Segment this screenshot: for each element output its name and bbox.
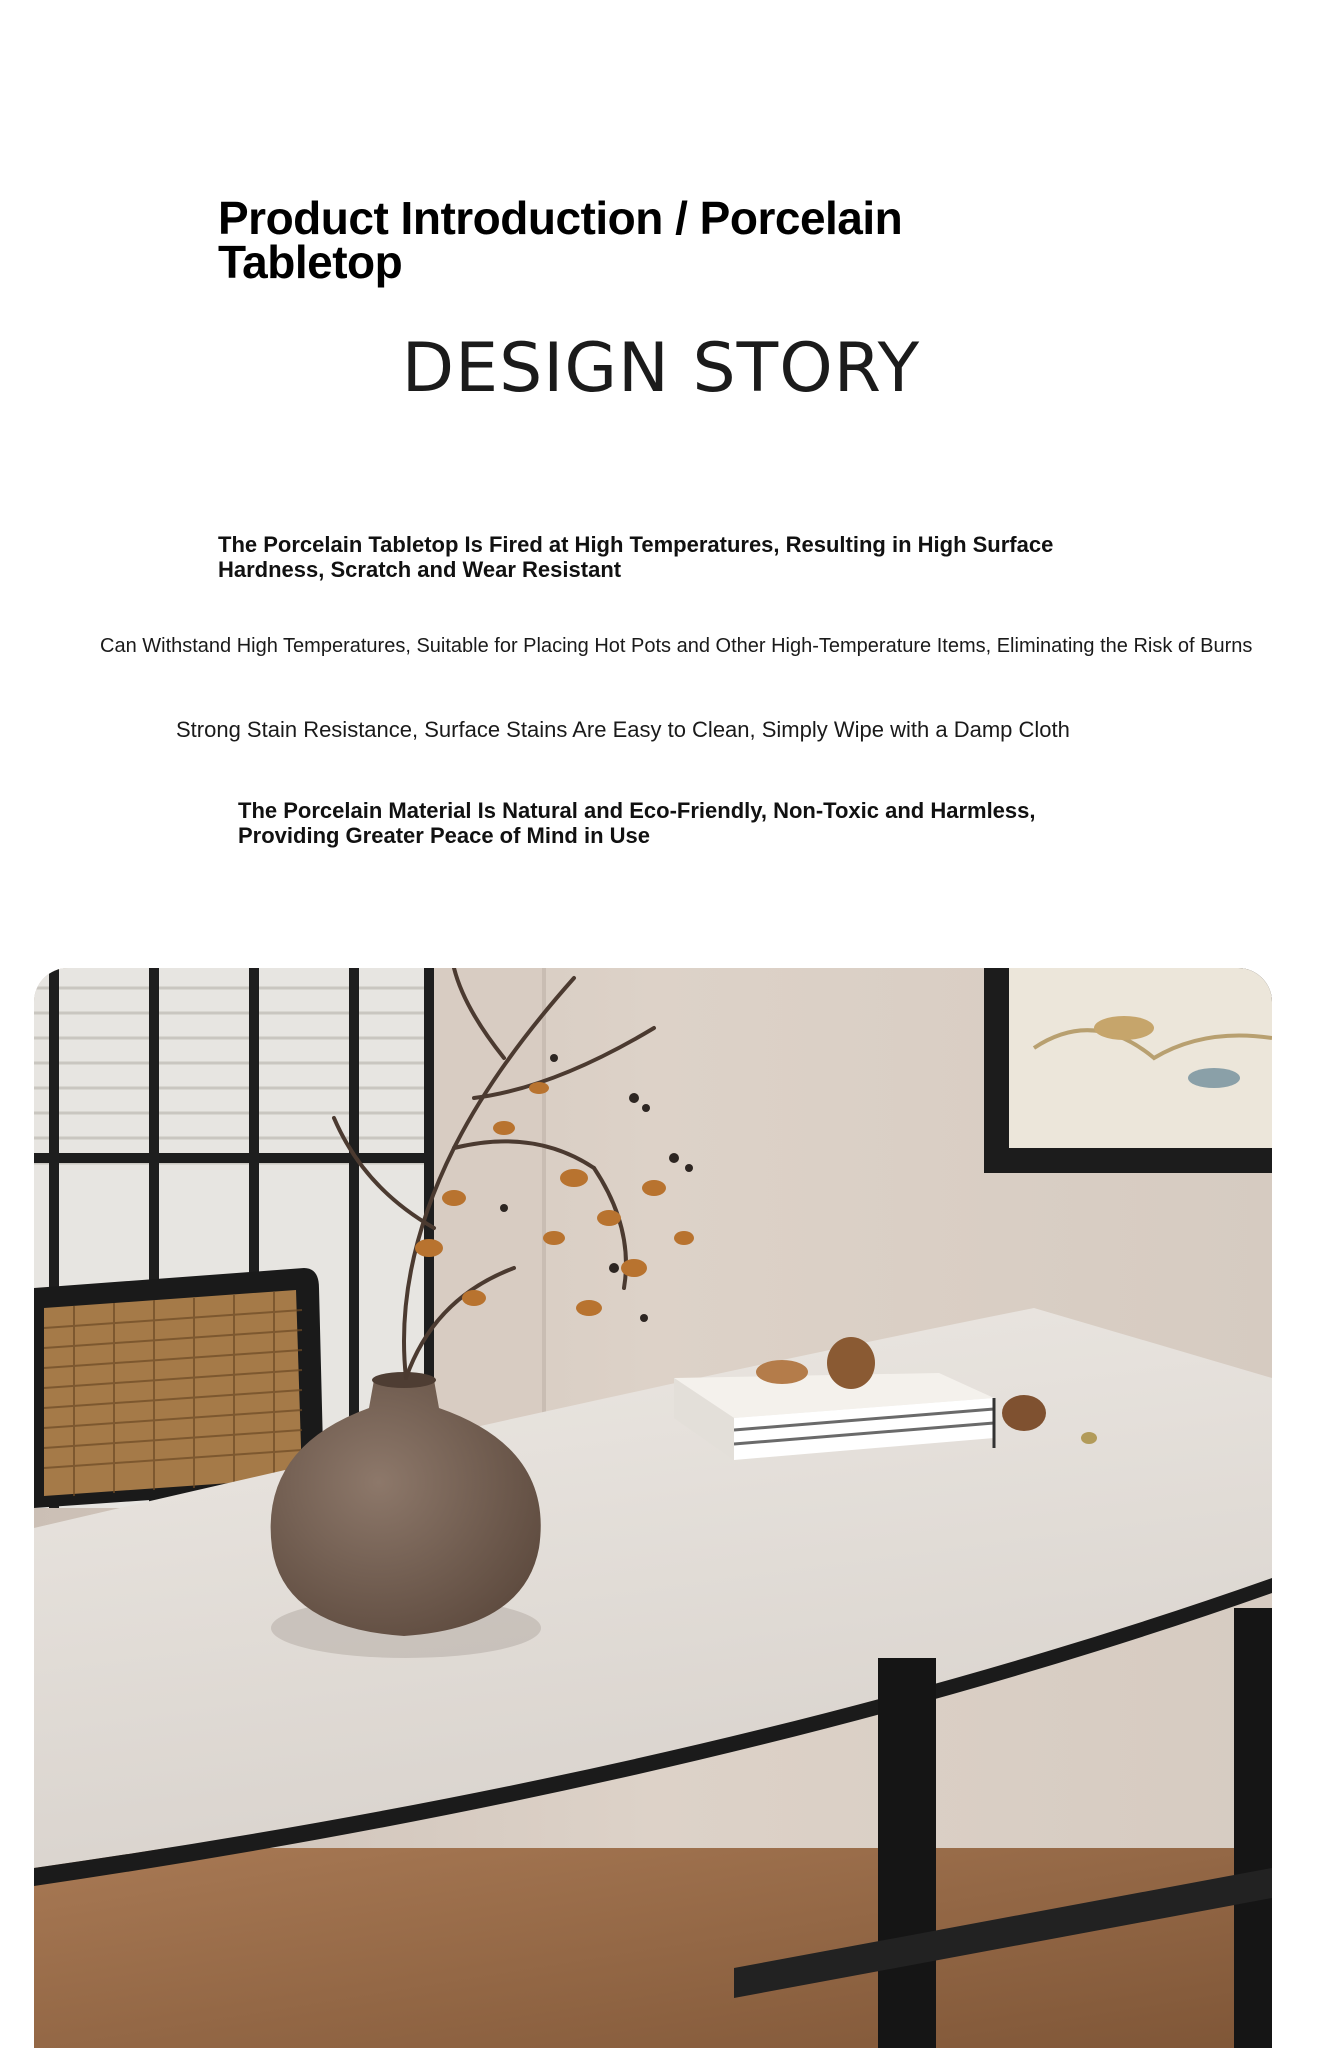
picture-frame-icon xyxy=(984,968,1272,1173)
dining-table-scene-photo xyxy=(34,968,1272,2048)
feature-eco-friendly: The Porcelain Material Is Natural and Eco-Friendly, Non-Toxic and Harmless, Providing Greater Peace of Mind in Use xyxy=(238,798,1036,848)
feature-stain-resistance: Strong Stain Resistance, Surface Stains Are Easy to Clean, Simply Wipe with a Damp Cloth xyxy=(176,717,1070,742)
feature-hardness: The Porcelain Tabletop Is Fired at High Temperatures, Resulting in High Surface Hardness, Scratch and Wear Resistant xyxy=(218,532,1054,582)
design-story-heading: DESIGN STORY xyxy=(401,329,921,408)
page-title: Product Introduction / Porcelain Tabletop xyxy=(218,192,903,288)
feature-heat-resistance: Can Withstand High Temperatures, Suitable for Placing Hot Pots and Other High-Temperature Items, Eliminating the Risk of Burns xyxy=(100,635,1253,657)
